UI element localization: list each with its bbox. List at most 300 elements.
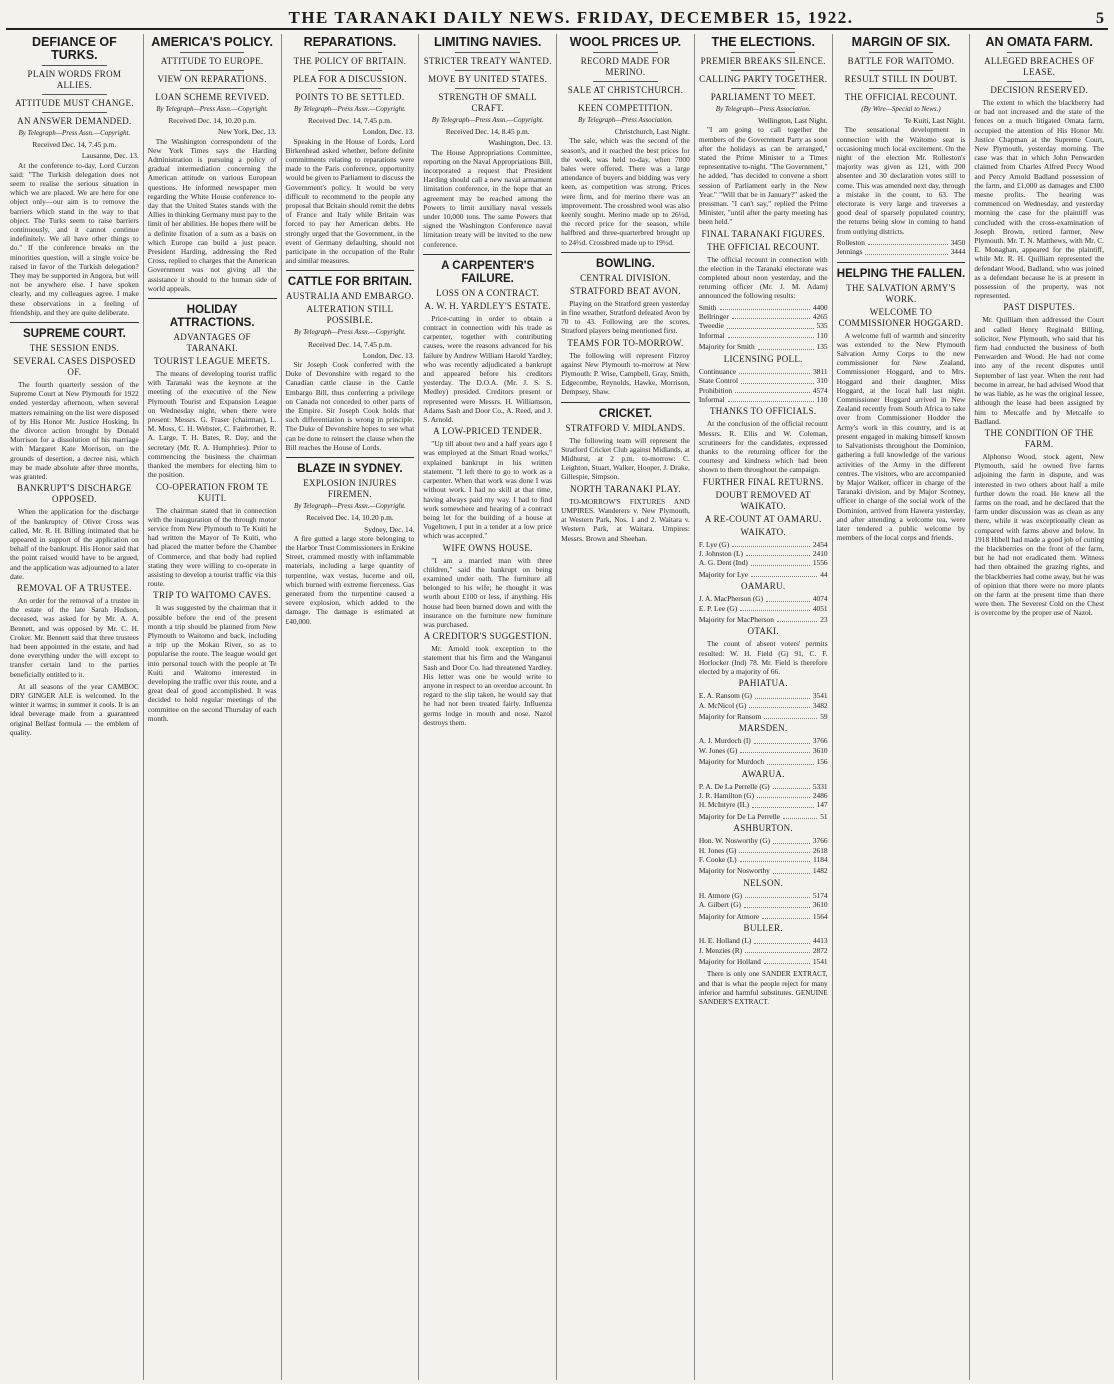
subhead: TOURIST LEAGUE MEETS. [154,356,271,367]
candidate-name: J. Menzies (R) [698,945,743,955]
majority-row [699,615,828,624]
candidate-name: Informal [698,394,725,404]
vote-count: 535 [816,321,828,331]
subhead: REMOVAL OF A TRUSTEE. [17,582,132,593]
leader-dots [732,540,810,547]
candidate-name: State Control [698,376,739,386]
section-rule [148,298,277,299]
headline-carpenters-failure: A CARPENTER'S FAILURE. [441,259,535,285]
subhead: MOVE BY UNITED STATES. [428,74,548,84]
leader-dots [744,900,810,907]
vote-count: 5174 [812,890,828,900]
article-body: At the conference to-day, Lord Curzon said: "The Turkish delegation does not seem to realise the serious situation in which we are placed. We are here for one object only—our aim is to remove the barriers which stand in the way to that object. The Turks seem to raise barriers continuously, and it cannot continue indefinitely. We all have other things to do." If the conference breaks on the minorities question, will a single voice be raised in favor of the Turkish delegation? They may be supported in Angora, but will not be anywhere else. I have spoken clearly, and my colleagues agree. I make these observations in a feeling of friendship, and they are quite deliberate. [10,160,139,317]
vote-count: 3482 [812,700,828,710]
result-row [699,855,828,864]
results-waitomo [837,238,966,257]
headline-the-elections: THE ELECTIONS. [711,35,815,49]
results-ashburton [699,836,828,864]
leader-dots [745,891,810,898]
majority-votes: 1482 [812,866,828,876]
subhead: PAHIATUA. [738,678,788,689]
result-row [699,376,828,385]
credit-line: By Telegraph—Press Association. [715,105,811,113]
headline-limiting-navies: LIMITING NAVIES. [433,35,542,49]
leader-dots [755,691,810,698]
article-body: Alphonso Wood, stock agent, New Plymouth, said he owned five farms adjoining the farm in dispute, and was interested in two others about half a mile further down the road. He knew all the farms on the road, and he declared that the farm under discussion was as clean as any there, while it was exceptionally clean as compared with farms above and below. In 1918 Hibell had made a good job of cutting the blackberries on the front of the farm, but he had not eradicated them. Witness had then obtained the grazing rights, and the blackberries had come away, but he was of opinion that there were no more plants on the farm at the present time than there were then. The Severest Cold on the Chest is overcome by the proper use of Nazol. [974,451,1104,618]
subhead: PLAIN WORDS FROM ALLIES. [27,69,122,90]
article-body: Price-cutting in order to obtain a contract in connection with his trade as carpenter, together with contributing causes, were the reasons advanced for his failure by Andrew William Harold Yardley, who was recently adjudicated a bankrupt and appeared before his creditors yesterday. The D.O.A. (Mr. J. S. S. Medley) presided. Creditors present or represented were Messrs. H. Williamson, Adams Sash and Door Co., A. Reed, and J. S. Arnold. [423,313,553,425]
subhead: FINAL TARANAKI FIGURES. [701,228,825,239]
candidate-name: Continuance [698,366,737,376]
leader-dots [777,615,817,622]
section-rule [286,457,415,458]
headline-cattle-for-britain: CATTLE FOR BRITAIN. [287,276,412,289]
subhead: SALE AT CHRISTCHURCH. [567,85,684,95]
results-nelson [699,891,828,910]
headline-bowling: BOWLING. [596,257,655,270]
leader-dots [773,782,810,789]
results-buller [699,936,828,955]
masthead [6,4,1108,30]
article-body: Mr. Quilliam then addressed the Court and called Henry Reginald Billing, solicitor, New Plymouth, who said that his firm had conducted the business of both Penwarden and Wood. He had not come into any of the recent disputes until September of last year. When the rent had become in arrear, he had advised Wood that he was liable, as he was the original lessee, although the lease had been assigned by him to Metcalfe and by Metcalfe to Badland. [974,315,1104,426]
received-line: Received Dec. 14, 7.45 p.m. [307,339,392,349]
leader-dots [727,321,814,328]
majority-votes: 1564 [812,911,828,921]
subhead: A. W. H. YARDLEY'S ESTATE. [424,300,551,311]
subhead: THANKS TO OFFICIALS. [709,406,817,417]
vote-count: 110 [816,394,828,404]
headline-reparations: REPARATIONS. [303,35,397,49]
dateline: Te Kuiti, Last Night. [904,116,966,126]
credit-line: (By Wire—Special to News.) [861,105,941,113]
majority-label: Majority for Murdoch [698,757,765,767]
dateline: New York, Dec. 13. [218,127,277,137]
candidate-name: Bellringer [698,312,729,322]
subhead: THE POLICY OF BRITAIN. [293,56,407,66]
vote-count: 4051 [812,603,828,613]
leader-dots [773,836,810,843]
column-7 [833,34,971,1380]
vote-count: 4074 [812,594,828,604]
vote-count: 3811 [813,366,828,376]
column-3 [282,34,420,1380]
candidate-name: A. G. Dent (Ind) [698,558,748,568]
divider [180,52,244,53]
subhead: STRATFORD V. MIDLANDS. [565,422,686,433]
column-6 [695,34,833,1380]
candidate-name: Tweedie [698,321,724,331]
divider [180,70,244,71]
vote-count: 3610 [812,900,828,910]
subhead: PARLIAMENT TO MEET. [710,92,816,102]
column-4 [419,34,557,1380]
subhead: THE OFFICIAL RECOUNT. [844,92,958,102]
candidate-name: H. McIntyre (IL) [698,800,750,810]
headline-wool-prices-up: WOOL PRICES UP. [569,35,682,49]
subhead: ASHBURTON. [733,823,793,834]
subhead: KEEN COMPETITION. [578,103,673,113]
leader-dots [739,846,809,853]
divider [1007,81,1072,82]
article-body: At the conclusion of the official recount Messrs. R. Ellis and W. Coleman, scrutineers for the candidates, expressed thanks to the returning officer for the courtesy and kindness which had been shown to them throughout the campaign. [698,419,828,475]
results-pahiatua [699,691,828,710]
subhead: PLEA FOR A DISCUSSION. [293,74,407,84]
subhead: NORTH TARANAKI PLAY. [570,483,681,494]
leader-dots [754,936,810,943]
subhead: AUSTRALIA AND EMBARGO. [285,291,414,302]
result-row [699,367,828,376]
leader-dots [745,946,810,953]
subhead: STRATFORD BEAT AVON. [569,285,681,296]
majority-votes: 59 [820,712,828,721]
candidate-name: F. Cooke (L) [698,855,737,865]
advertisement: At all seasons of the year CAMBOC DRY GINGER ALE is welcomed. In the winter it warms; in summer it cools. It is an ideal beverage made from a guaranteed original Belfast formula — the emblem of quality. [10,682,139,737]
subhead: MARSDEN. [738,723,788,734]
article-body: The House Appropriations Committee, reporting on the Naval Appropriations Bill, incorporated a request that President Harding should call a new naval armament limitation conference, in the hope that an agreement may be reached among the Powers to limit auxiliary naval vessels under 10,000 tons. The same Powers that signed the Washington Conference naval limitation treaty will be invited to the new conference. [423,147,553,249]
divider [42,65,106,66]
page-number: 5 [1096,10,1104,27]
article-body: The following will represent Fitzroy against New Plymouth to-morrow at New Plymouth: P. Wise, Campbell, Gray, Smith, Edgecombe, Reynolds, Hawke, Morrison, Dempsey, Shaw. [561,350,690,397]
results-oamaru [699,594,828,613]
dateline: Christchurch, Last Night. [614,127,690,137]
subhead: TRIP TO WAITOMO CAVES. [153,590,272,601]
majority-row [699,757,828,766]
subhead: AN ANSWER DEMANDED. [17,116,132,126]
result-row [699,303,828,312]
section-rule [561,402,690,403]
subhead: ALLEGED BREACHES OF LEASE. [984,56,1095,77]
subhead: PAST DISPUTES. [1003,302,1076,313]
credit-line: By Telegraph—Press Association. [578,116,673,124]
leader-dots [732,312,810,319]
vote-count: 4413 [812,936,828,946]
result-row [699,549,828,558]
leader-dots [764,712,817,719]
result-row [699,900,828,909]
leader-dots [749,701,810,708]
leader-dots [720,303,810,310]
result-row [699,540,828,549]
article-body: It was suggested by the chairman that it possible before the end of the present month a trip should be planned from New Plymouth to Waitomo and back, including a trip up the Mokau River, so as to popularise the route. The league would get into personal touch with the people at Te Kuiti and Waitomo interested in developing the traffic over this route, and a great deal of good accomplished. It was decided to hold regular meetings of the committee on the second Thursday of each month. [147,603,277,723]
leader-dots [746,549,810,556]
divider [593,52,657,53]
advertisement: There is only one SANDER EXTRACT, and that is what the people reject for many inferior and harmful substitutes. GENUINE SANDER'S EXTRACT. [698,970,828,1006]
candidate-name: Prohibition [698,385,733,395]
leader-dots [762,912,810,919]
article-body: The following team will represent the Stratford Cricket Club against Midlands, at Midhurst, at 2 p.m. to-morrow: C. Leighton, Stuart, Walker, Hooper, J. Drake, Gillespie, Simpson. [561,435,690,482]
majority-votes: 51 [820,811,828,821]
subhead: THE CONDITION OF THE FARM. [984,427,1094,449]
divider [731,88,795,89]
subhead: EXPLOSION INJURES FIREMEN. [303,478,397,500]
vote-count: 2618 [812,845,828,855]
candidate-name: Informal [698,330,725,340]
subhead: FURTHER FINAL RETURNS. [702,476,824,487]
candidate-name: E. A. Ransom (G) [698,691,752,701]
majority-votes: 44 [820,569,828,579]
subhead: A LOW-PRICED TENDER. [433,426,543,437]
result-row [699,791,828,800]
result-row [699,321,828,330]
leader-dots [728,395,814,402]
subhead: THE SALVATION ARMY'S WORK. [846,282,956,304]
divider [42,94,106,95]
candidate-name: Rolleston [836,237,865,247]
dateline: Wellington, Last Night. [757,116,828,126]
results-awarua [699,782,828,810]
dateline: Sydney, Dec. 14. [364,524,415,534]
majority-label: Majority for MacPherson [698,614,774,624]
subhead: LICENSING POLL. [723,353,803,364]
divider [869,52,933,53]
divider [455,52,519,53]
majority-row [699,342,828,351]
majority-row [699,570,828,579]
majority-row [699,957,828,966]
article-body: The count of absent voters' permits resulted: W. H. Field (G) 91, C. F. Horlocker (Ind) 78. Mr. Field is therefore elected by a majority of 66. [698,639,828,676]
section-rule [837,262,966,263]
received-line: Received Dec. 14, 10.20 p.m. [306,513,394,523]
subhead: WIFE OWNS HOUSE. [442,542,533,553]
article-body: Sir Joseph Cook conferred with the Duke of Devonshire with regard to the Canadian cattle clause in the Cattle Embargo Bill, thus conferring a privilege on Canada not conceded to other parts of the Empire. Sir Joseph Cook holds that such differentiation is wrong in principle. The Duke of Devonshire hopes to see what can be done to reinsert the clause when the Bill reaches the House of Lords. [285,360,415,452]
subhead: THE SESSION ENDS. [29,343,120,354]
subhead: WAIKATO. [740,526,786,537]
leader-dots [757,791,810,798]
headline-cricket: CRICKET. [598,407,652,420]
credit-line: By Telegraph—Press Assn.—Copyright. [431,116,544,124]
article-body: Speaking in the House of Lords, Lord Birkenhead asked whether, before definite commitments relating to reparations were made to the Paris conference, opportunity would be given to Parliament to discuss the Government's policy. It would be very difficult to recommend to the people any proposal that Britain should remit the debts of France and Italy while Britain was forced to pay her American debts. He strongly urged that the Government, in the event of Germany defaulting, should not participate in the occupation of the Ruhr and similar measures. [285,136,415,266]
leader-dots [740,855,810,862]
candidate-name: H. E. Holland (L) [698,936,752,946]
vote-count: 3766 [812,836,828,846]
divider [318,52,382,53]
result-row [699,395,828,404]
article-body: "Up till about two and a half years ago I was employed at the Smart Road works," explained bankrupt in his written statement. "I left there to go to work as a carpenter. When that work was done I was without work. I had no skill at that time, having always paid my way. I had to find work somewhere and hearing of a contract being let for the building of a house at Vogeltown, I put in a tender at a low price which was accepted." [423,439,553,541]
subhead: CENTRAL DIVISION. [580,272,671,283]
divider [869,88,933,89]
divider [455,70,519,71]
result-row [699,836,828,845]
subhead: NELSON. [743,877,784,888]
article-body: The official recount in connection with the election in the Taranaki electorate was completed about noon yesterday, and the returning officer (Mr. J. M. Adam) announced the following results: [698,254,828,301]
article-body: An order for the removal of a trustee in the estate of the late Sarah Hudson, deceased, was asked for by Mr. A. A. Bennett, and was opposed by Mr. C. H. Croker. Mr. Bennett said that three trustees had been appointed in the estate, and had done everything under the will except to transfer certain land to the parties beneficially entitled to it. [10,595,139,679]
leader-dots [728,331,814,338]
majority-label: Majority for Ransom [698,712,762,721]
majority-label: Majority for Atmore [698,911,760,921]
subhead: THE OFFICIAL RECOUNT. [706,241,820,252]
result-row [837,238,966,247]
candidate-name: H. Atmore (G) [698,890,743,900]
results-waikato [699,540,828,568]
credit-line: By Telegraph—Press Assn.—Copyright. [294,105,406,113]
vote-count: 5331 [812,781,828,791]
vote-count: 2872 [812,945,828,955]
received-line: Received Dec. 14, 7.45 p.m. [32,140,117,150]
headline-helping-the-fallen: HELPING THE FALLEN. [836,267,966,280]
candidate-name: J. R. Hamilton (G) [698,791,755,801]
subhead: DECISION RESERVED. [990,85,1089,95]
subhead: ADVANTAGES OF TARANAKI. [173,332,251,354]
article-body: The chairman stated that in connection with the inauguration of the through motor service from New Plymouth to Te Kuiti he had written the Mayor of Te Kuiti, who had placed the matter before the Chamber of Commerce, and that body had replied stating they were willing to co-operate in assisting to develop a tourist traffic via this route. [147,505,277,589]
result-row [699,782,828,791]
column-8 [970,34,1108,1380]
divider [318,88,382,89]
divider [731,52,795,53]
article-body: The extent to which the blackberry had or had not increased and the state of the fences on a much litigated Omata farm, occupied the attention of His Honor Mr. Justice Chapman at the Supreme Court, New Plymouth, yesterday morning. The case was that in which John Penwarden claimed from Charles Alfred Percy Wood and Percy Arnold Badland possession of the farm, and £1,000 as damages and £300 mesne profits. The hearing was commenced on Wednesday, and yesterday morning the case for the plaintiff was concluded with the cross-examination of Joseph Brown, retired farmer, New Plymouth. Mr. T. N. Matthews, with Mr. C. E. Monaghan, appeared for the plaintiff, while Mr. R. H. Quilliam represented the defendant Wood, Badland, who was joined as a defendant because he is at present in possession of the property, was not represented. [974,98,1104,301]
vote-count: 110 [816,330,828,340]
majority-row [699,866,828,875]
subhead: A RE-COUNT AT OAMARU. [704,513,822,524]
credit-line: By Telegraph—Press Assn.—Copyright. [156,105,269,113]
vote-count: 3541 [812,691,828,701]
section-rule [10,322,139,323]
majority-label: Majority for Smith [698,342,755,352]
result-row [699,946,828,955]
candidate-name: J. A. MacPherson (G) [698,594,764,604]
credit-line: By Telegraph—Press Assn.—Copyright. [18,129,131,137]
column-5 [557,34,695,1380]
leader-dots [868,238,948,245]
leader-dots [751,558,810,565]
result-row [699,891,828,900]
result-row [699,736,828,745]
credit-line: By Telegraph—Press Assn.—Copyright. [294,328,406,337]
section-rule [423,254,552,255]
subhead: BULLER. [743,923,783,934]
article-body: Playing on the Stratford green yesterday in fine weather, Stratford defeated Avon by 70 to 43. Following are the scores, Stratford players being mentioned first. [561,298,690,336]
leader-dots [741,376,813,383]
subhead: ATTITUDE TO EUROPE. [160,56,264,66]
divider [731,70,795,71]
vote-count: 4265 [812,312,828,322]
leader-dots [783,812,817,819]
subhead: OAMARU. [741,581,786,592]
divider [455,88,519,89]
subhead: CALLING PARTY TOGETHER. [699,74,828,84]
subhead: PREMIER BREAKS SILENCE. [700,56,826,66]
leader-dots [751,570,817,577]
vote-count: 3766 [812,736,828,746]
article-body: "I am going to call together the members of the Government Party as soon after the holidays as can be arranged," stated the Prime Minister to a Times representative to-night. "The Government," he added, "has decided to convene a short session of Parliament early in the New Year." "Will that be in January?" asked the pressman. "I can't say," replied the Prime Minister, "until after the party meeting has been held." [698,125,828,227]
subhead: ALTERATION STILL POSSIBLE. [306,304,394,326]
result-row [699,558,828,567]
leader-dots [754,736,810,743]
vote-count: 310 [816,376,828,386]
leader-dots [767,757,813,764]
article-body: The fourth quarterly session of the Supreme Court at New Plymouth for 1922 ended yesterday afternoon, when several matters remaining on the list were disposed of by His Honor Mr. Justice Hosking. In the divorce action brought by Donald Morrison for a dissolution of his marriage with Margaret Kate Morrison, on the grounds of desertion, a decree nisi, which may be made absolute after three months, was granted. [10,380,139,482]
subhead: TEAMS FOR TO-MORROW. [567,337,684,348]
leader-dots [865,247,947,254]
majority-label: Majority for Lye [698,569,749,579]
result-row [699,936,828,945]
majority-row [699,912,828,921]
vote-count: 2410 [812,548,828,558]
headline-americas-policy: AMERICA'S POLICY. [151,35,274,49]
result-row [699,312,828,321]
result-row [699,701,828,710]
subhead: RECORD MADE FOR MERINO. [580,56,671,77]
vote-count: 2454 [812,539,828,549]
article-body: "I am a married man with three children," said the bankrupt on being examined under oath. The furniture all belonged to his wife; he thought it was worth about £100 or less, if anything. His house had been burned down and with the insurance on the furniture new furniture was purchased. [423,555,553,629]
divider [593,99,657,100]
subhead: SEVERAL CASES DISPOSED OF. [13,356,136,378]
subhead: POINTS TO BE SETTLED. [295,92,405,102]
subhead: VIEW ON REPARATIONS. [157,74,267,84]
majority-votes: 23 [820,614,828,624]
subhead: BATTLE FOR WAITOMO. [847,56,955,66]
candidate-name: Smith [698,302,717,312]
candidate-name: W. Jones (G) [698,745,738,755]
subhead: BANKRUPT'S DISCHARGE OPPOSED. [16,483,132,505]
subhead: A CREDITOR'S SUGGESTION. [423,631,552,642]
vote-count: 2486 [812,791,828,801]
leader-dots [758,342,814,349]
candidate-name: P. A. De La Perrelle (G) [698,781,770,791]
article-body: The sale, which was the second of the season's, and it reached the best prices for the week, was held to-day, when 7000 bales were offered. There was a large attendance of buyers and bidding was very keen, as competition was strong. Prices were firm, and for merino there was an improvement. The crossbred wool was also keenly sought. Merino made up to 26½d, the record price for the season, while halfbred and three-quarterbred brought up to 24½d. Crossbred made up to 19½d. [561,136,690,247]
article-body: TO-MORROW'S FIXTURES AND UMPIRES. Wanderers v. New Plymouth, at Western Park, Nos. 1 and 2. Waitara v. Western Park, at Waitara. Umpires: Messrs. Brown and Sheehan. [561,496,690,543]
majority-label: Majority for De La Perrelle [698,811,781,821]
results-marsden [699,736,828,755]
article-body: When the application for the discharge of the bankruptcy of Oliver Cross was called, Mr. R. H. Billing intimated that he appeared in support of the application on behalf of the bankrupt. His Honor said that the point raised would have to be argued, and the application was adjourned to a later date. [10,507,139,581]
divider [1007,52,1072,53]
leader-dots [740,604,810,611]
leader-dots [735,386,810,393]
headline-holiday-attractions: HOLIDAY ATTRACTIONS. [169,304,255,330]
result-row [699,691,828,700]
majority-row [699,812,828,821]
article-body: Mr. Arnold took exception to the statement that his firm and the Wanganui Sash and Door Co. had threatened Yardley. His letter was one he would write to anyone in respect to an overdue account. In regard to the slip taken, he would say that he had not been treated fairly. Influenza germs lodge in mouth and nose. Nazol destroys them. [423,644,553,727]
result-row [837,247,966,256]
article-body: A welcome full of warmth and sincerity was extended to the New Plymouth Salvation Army Corps to the new commissioner for New Zealand, Commissioner Hoggard, and to Mrs. Hoggard and their daughter, Miss Hoggard, at the local hall last night. Commissioner Hoggard arrived in New Zealand recently from South Africa to take over from Commissioner Hodder the Army's work in this country, and is at present engaged in making himself known to Salvationists throughout the Dominion, gathering a full knowledge of the various activities of the Army in the different centres. The visitors, who are accompanied by Major Walker, officer in charge of the Taranaki division, and by Major Scotney, officer in charge of the social work of the Dominion, arrived from Hawera yesterday, and after attending a welcome tea, were later tendered a public welcome by members of the local corps and friends. [836,330,966,543]
result-row [699,386,828,395]
leader-dots [773,866,810,873]
majority-label: Majority for Holland [698,956,761,966]
headline-supreme-court: SUPREME COURT. [22,328,126,341]
credit-line: By Telegraph—Press Assn.—Copyright. [294,502,406,511]
leader-dots [764,957,810,964]
masthead-title: THE TARANAKI DAILY NEWS. FRIDAY, DECEMBER 15, 1922. [288,8,854,27]
subhead: AWARUA. [741,768,785,779]
candidate-name: A. J. Murdoch (I) [698,736,751,746]
candidate-name: H. Jones (G) [698,845,737,855]
candidate-name: Jennings [836,247,863,257]
candidate-name: F. Lye (G) [698,539,730,549]
column-2 [144,34,282,1380]
received-line: Received Dec. 14, 10.20 p.m. [168,116,256,126]
leader-dots [740,746,809,753]
candidate-name: A. Gilbert (G) [698,900,741,910]
leader-dots [766,594,810,601]
candidate-name: Hon. W. Nosworthy (G) [698,836,771,846]
result-row [699,800,828,809]
article-body: The sensational development in connection with the Waitomo seat is occasioning much local excitement. On the night of the election Mr. Rolleston's majority was given as 121, with 200 absentee and 30 declaration votes still to come. This was amended next day, through a mistake in the count, to 63. The electorate is very large and traverses a good deal of sparsely populated country, the returns being slow in coming to hand from outlying districts. [836,125,966,236]
majority-votes: 156 [816,757,828,767]
article-body: The means of developing tourist traffic with Taranaki was the keynote at the meeting of the executive of the New Plymouth Tourist and Expansion League on Wednesday night, when there were present: Messrs. G. Fraser (chairman), L. M. Moss, C. H. Webster, C. Fairbrother, R. A. Large, T. H. Bates, R. Day, and the secretary (Mr. R. A. Humphries). Prior to commencing the business the chairman thanked the members for electing him to the position. [147,369,277,480]
candidate-name: A. McNicol (G) [698,700,747,710]
majority-votes: 135 [816,342,828,352]
subhead: STRENGTH OF SMALL CRAFT. [438,92,537,113]
vote-count: 3444 [950,247,966,257]
candidate-name: E. P. Lee (G) [698,603,738,613]
result-row [699,604,828,613]
divider [869,70,933,71]
column-1 [6,34,144,1380]
results-taranaki [699,303,828,341]
vote-count: 3450 [950,237,966,247]
divider [593,81,657,82]
received-line: Received Dec. 14, 8.45 p.m. [445,127,530,137]
vote-count: 147 [816,800,828,810]
